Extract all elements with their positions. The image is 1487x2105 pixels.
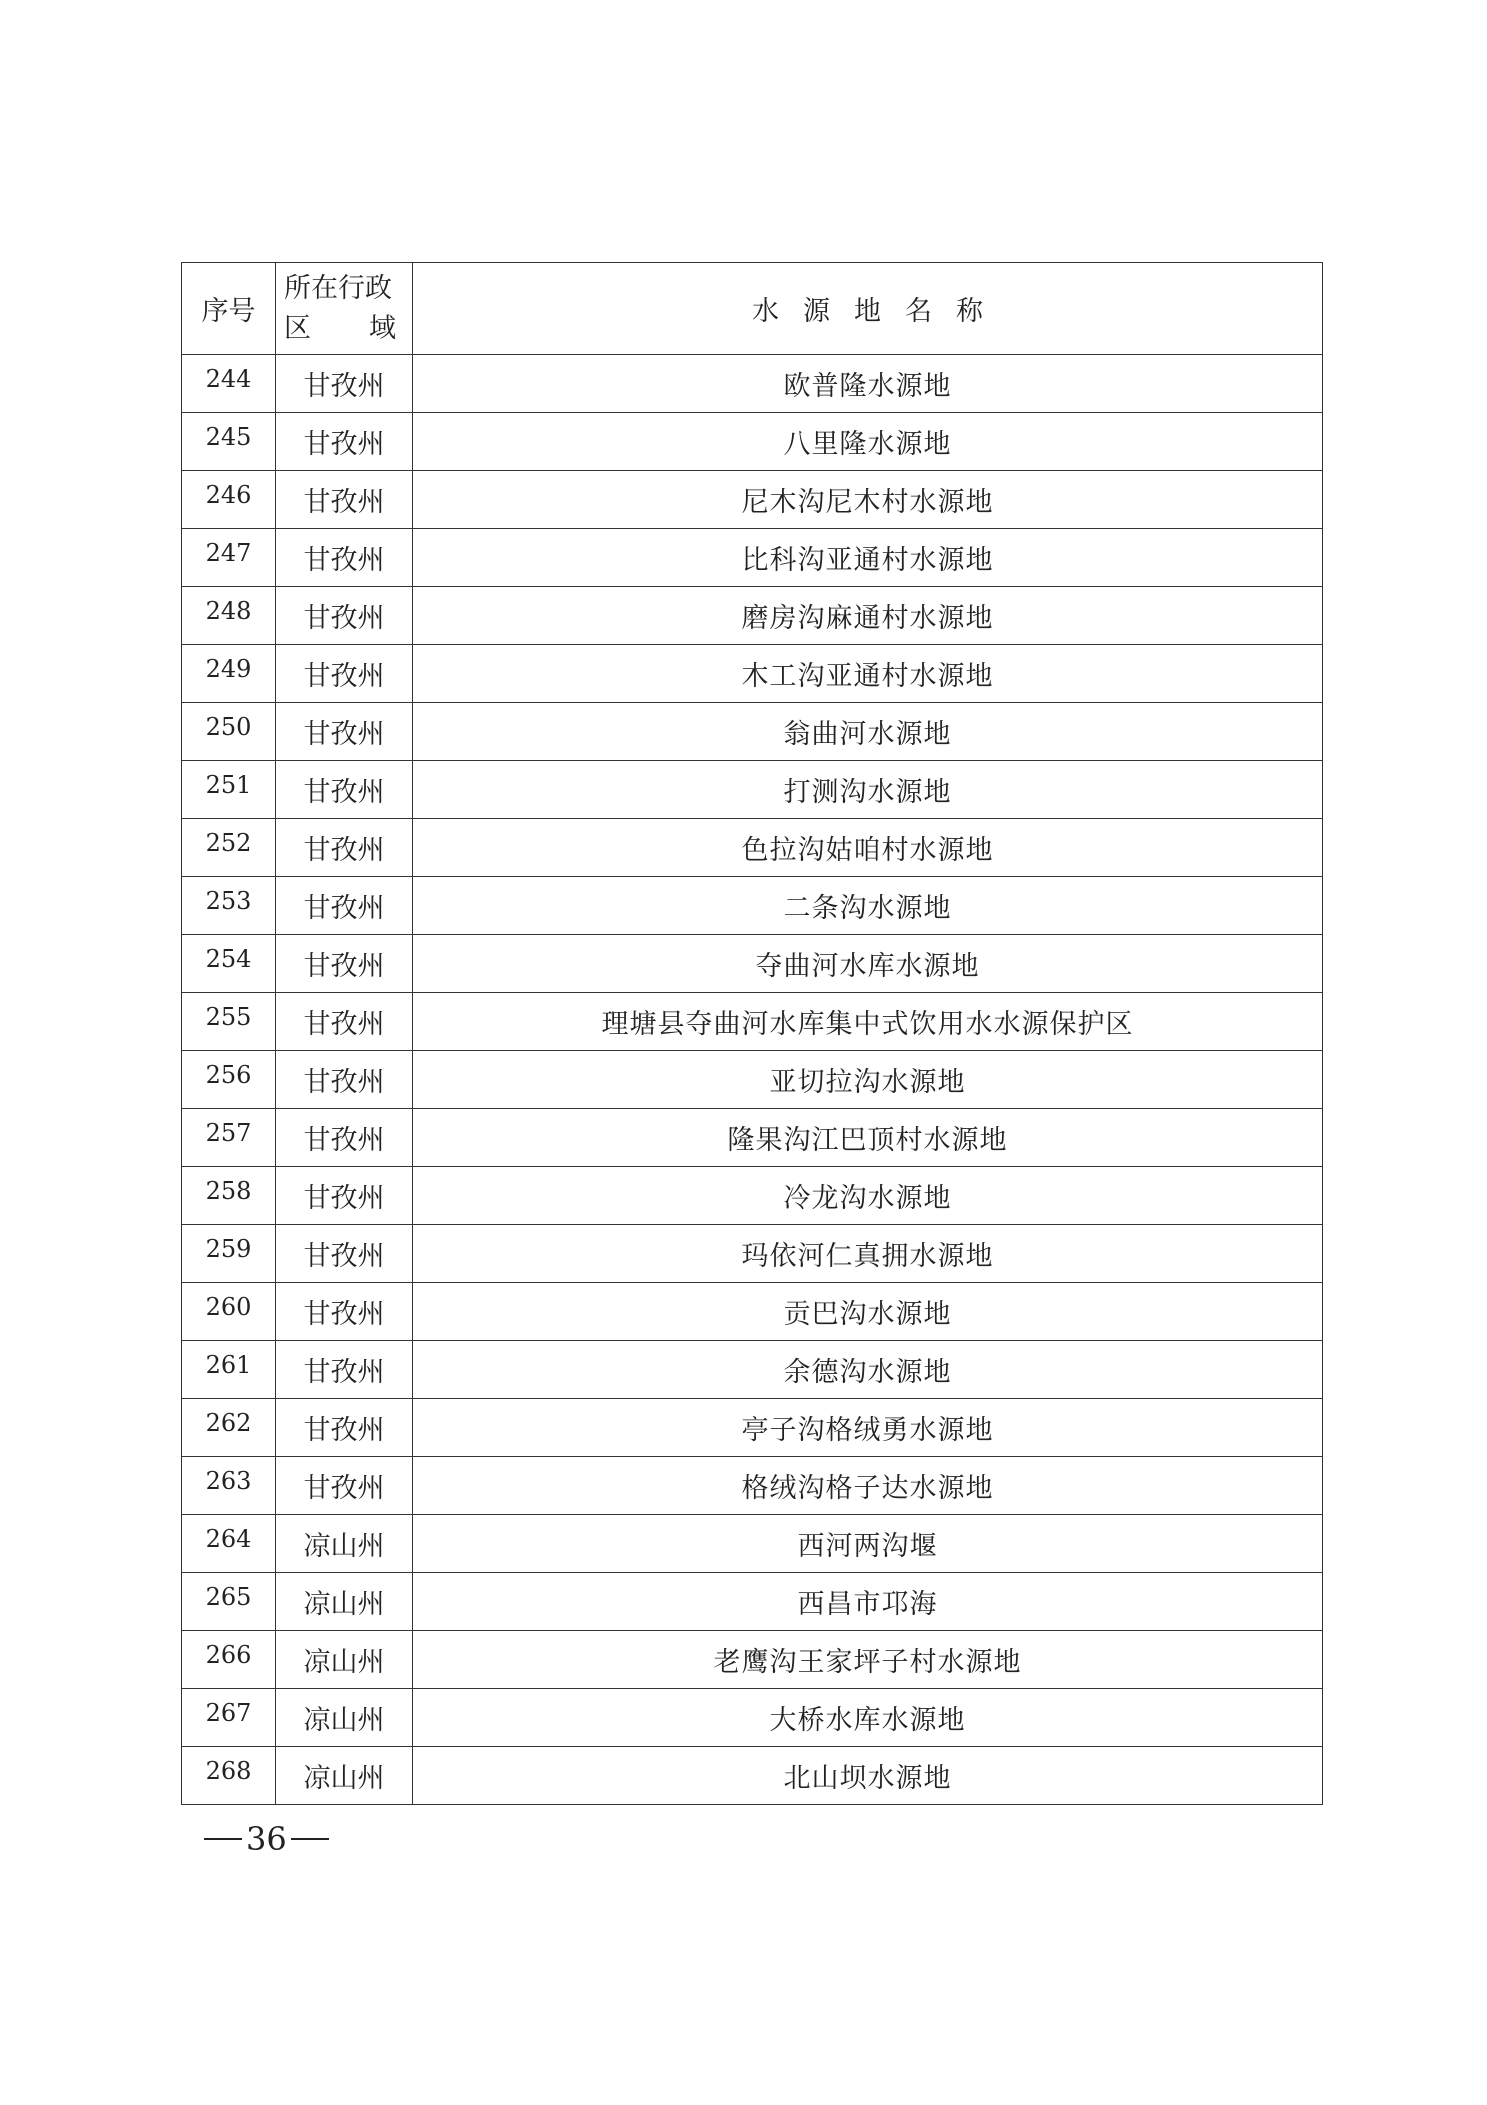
cell-serial-number: 249 bbox=[182, 645, 276, 703]
cell-serial-number: 260 bbox=[182, 1283, 276, 1341]
table-row bbox=[182, 993, 1323, 1051]
table-row bbox=[182, 1051, 1323, 1109]
table-row bbox=[182, 819, 1323, 877]
cell-serial-number: 265 bbox=[182, 1573, 276, 1631]
cell-region: 甘孜州 bbox=[276, 1051, 413, 1109]
cell-region: 甘孜州 bbox=[276, 703, 413, 761]
cell-source-name: 余德沟水源地 bbox=[413, 1341, 1323, 1399]
header-region-line1: 所在行政 bbox=[284, 272, 392, 304]
cell-serial-number: 245 bbox=[182, 413, 276, 471]
page-number bbox=[200, 1820, 333, 1858]
table-row bbox=[182, 471, 1323, 529]
table-row bbox=[182, 1225, 1323, 1283]
cell-region: 甘孜州 bbox=[276, 645, 413, 703]
table-row bbox=[182, 761, 1323, 819]
cell-region: 凉山州 bbox=[276, 1515, 413, 1573]
cell-serial-number: 263 bbox=[182, 1457, 276, 1515]
cell-source-name: 欧普隆水源地 bbox=[413, 355, 1323, 413]
cell-source-name: 八里隆水源地 bbox=[413, 413, 1323, 471]
cell-source-name: 翁曲河水源地 bbox=[413, 703, 1323, 761]
table-row bbox=[182, 1631, 1323, 1689]
table-row bbox=[182, 1167, 1323, 1225]
cell-source-name: 老鹰沟王家坪子村水源地 bbox=[413, 1631, 1323, 1689]
cell-region: 甘孜州 bbox=[276, 355, 413, 413]
cell-region: 甘孜州 bbox=[276, 877, 413, 935]
cell-serial-number: 264 bbox=[182, 1515, 276, 1573]
table-row bbox=[182, 645, 1323, 703]
cell-source-name: 冷龙沟水源地 bbox=[413, 1167, 1323, 1225]
cell-source-name: 二条沟水源地 bbox=[413, 877, 1323, 935]
cell-source-name: 北山坝水源地 bbox=[413, 1747, 1323, 1805]
table-header-row bbox=[182, 263, 1323, 355]
header-region-line2 bbox=[284, 309, 396, 349]
cell-serial-number: 257 bbox=[182, 1109, 276, 1167]
table-row bbox=[182, 1457, 1323, 1515]
cell-region: 甘孜州 bbox=[276, 1225, 413, 1283]
cell-serial-number: 251 bbox=[182, 761, 276, 819]
cell-serial-number: 253 bbox=[182, 877, 276, 935]
cell-serial-number: 262 bbox=[182, 1399, 276, 1457]
header-region bbox=[276, 263, 413, 355]
table-row bbox=[182, 1399, 1323, 1457]
cell-source-name: 西昌市邛海 bbox=[413, 1573, 1323, 1631]
cell-region: 甘孜州 bbox=[276, 1167, 413, 1225]
table-row bbox=[182, 1283, 1323, 1341]
cell-serial-number: 247 bbox=[182, 529, 276, 587]
cell-source-name: 理塘县夺曲河水库集中式饮用水水源保护区 bbox=[413, 993, 1323, 1051]
cell-region: 甘孜州 bbox=[276, 1399, 413, 1457]
table-row bbox=[182, 1109, 1323, 1167]
cell-serial-number: 266 bbox=[182, 1631, 276, 1689]
cell-source-name: 亚切拉沟水源地 bbox=[413, 1051, 1323, 1109]
cell-region: 甘孜州 bbox=[276, 1109, 413, 1167]
cell-serial-number: 250 bbox=[182, 703, 276, 761]
cell-serial-number: 252 bbox=[182, 819, 276, 877]
cell-region: 甘孜州 bbox=[276, 761, 413, 819]
table-row bbox=[182, 703, 1323, 761]
cell-source-name: 尼木沟尼木村水源地 bbox=[413, 471, 1323, 529]
header-serial-number: 序号 bbox=[182, 263, 276, 355]
cell-serial-number: 244 bbox=[182, 355, 276, 413]
cell-region: 甘孜州 bbox=[276, 1457, 413, 1515]
cell-source-name: 磨房沟麻通村水源地 bbox=[413, 587, 1323, 645]
cell-region: 甘孜州 bbox=[276, 413, 413, 471]
cell-source-name: 色拉沟姑咱村水源地 bbox=[413, 819, 1323, 877]
cell-serial-number: 255 bbox=[182, 993, 276, 1051]
table-row bbox=[182, 1573, 1323, 1631]
cell-serial-number: 259 bbox=[182, 1225, 276, 1283]
cell-source-name: 贡巴沟水源地 bbox=[413, 1283, 1323, 1341]
cell-region: 凉山州 bbox=[276, 1573, 413, 1631]
table-row bbox=[182, 1689, 1323, 1747]
cell-region: 甘孜州 bbox=[276, 1341, 413, 1399]
cell-serial-number: 246 bbox=[182, 471, 276, 529]
table-body bbox=[182, 355, 1323, 1805]
header-region-char-a: 区 bbox=[284, 312, 311, 344]
table-row bbox=[182, 935, 1323, 993]
cell-region: 甘孜州 bbox=[276, 993, 413, 1051]
cell-region: 甘孜州 bbox=[276, 587, 413, 645]
cell-region: 甘孜州 bbox=[276, 1283, 413, 1341]
page-number-value: 36 bbox=[246, 1820, 287, 1858]
cell-region: 凉山州 bbox=[276, 1747, 413, 1805]
cell-region: 凉山州 bbox=[276, 1689, 413, 1747]
cell-serial-number: 268 bbox=[182, 1747, 276, 1805]
cell-source-name: 西河两沟堰 bbox=[413, 1515, 1323, 1573]
cell-serial-number: 267 bbox=[182, 1689, 276, 1747]
cell-serial-number: 256 bbox=[182, 1051, 276, 1109]
header-region-char-b: 域 bbox=[369, 312, 396, 344]
page-number-left-dash bbox=[204, 1838, 242, 1840]
table-row bbox=[182, 1341, 1323, 1399]
table-row bbox=[182, 1515, 1323, 1573]
cell-source-name: 夺曲河水库水源地 bbox=[413, 935, 1323, 993]
header-source-name: 水源地名称 bbox=[413, 263, 1323, 355]
cell-region: 甘孜州 bbox=[276, 471, 413, 529]
cell-region: 甘孜州 bbox=[276, 935, 413, 993]
cell-source-name: 比科沟亚通村水源地 bbox=[413, 529, 1323, 587]
cell-region: 甘孜州 bbox=[276, 529, 413, 587]
cell-source-name: 隆果沟江巴顶村水源地 bbox=[413, 1109, 1323, 1167]
cell-serial-number: 261 bbox=[182, 1341, 276, 1399]
cell-source-name: 玛依河仁真拥水源地 bbox=[413, 1225, 1323, 1283]
cell-source-name: 木工沟亚通村水源地 bbox=[413, 645, 1323, 703]
table-row bbox=[182, 529, 1323, 587]
cell-serial-number: 258 bbox=[182, 1167, 276, 1225]
table-row bbox=[182, 1747, 1323, 1805]
cell-source-name: 大桥水库水源地 bbox=[413, 1689, 1323, 1747]
water-source-table bbox=[181, 262, 1323, 1805]
cell-region: 甘孜州 bbox=[276, 819, 413, 877]
cell-region: 凉山州 bbox=[276, 1631, 413, 1689]
page-number-right-dash bbox=[291, 1838, 329, 1840]
cell-serial-number: 248 bbox=[182, 587, 276, 645]
table-row bbox=[182, 355, 1323, 413]
table-row bbox=[182, 877, 1323, 935]
cell-source-name: 打测沟水源地 bbox=[413, 761, 1323, 819]
cell-source-name: 亭子沟格绒勇水源地 bbox=[413, 1399, 1323, 1457]
cell-serial-number: 254 bbox=[182, 935, 276, 993]
table-row bbox=[182, 413, 1323, 471]
table-container bbox=[181, 262, 1322, 1805]
cell-source-name: 格绒沟格子达水源地 bbox=[413, 1457, 1323, 1515]
table-row bbox=[182, 587, 1323, 645]
